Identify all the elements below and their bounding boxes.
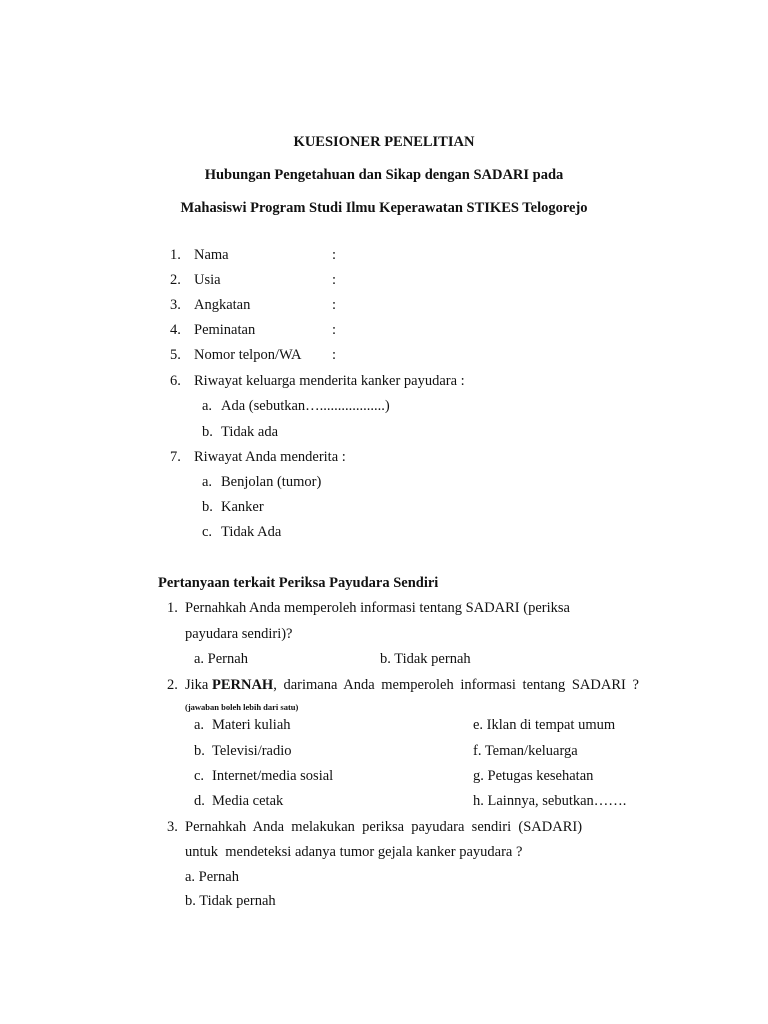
option-text: Televisi/radio xyxy=(212,743,292,759)
option-letter: a. xyxy=(194,717,205,733)
option-tidak-pernah: b. Tidak pernah xyxy=(380,651,471,667)
option-text: Benjolan (tumor) xyxy=(221,474,322,490)
question-1-line-2: payudara sendiri)? xyxy=(185,626,293,642)
item-number: 1. xyxy=(167,600,178,616)
question-3-line-2: untuk mendeteksi adanya tumor gejala kanker payudara ? xyxy=(185,844,523,860)
option-letter: c. xyxy=(202,524,213,540)
item-number: 5. xyxy=(170,347,181,363)
option-text: Ada (sebutkan…..................) xyxy=(221,398,390,414)
option-text: g. Petugas kesehatan xyxy=(473,768,594,784)
question-2-text xyxy=(185,676,639,694)
option-text: h. Lainnya, sebutkan……. xyxy=(473,793,627,809)
option-letter: a. xyxy=(202,398,213,414)
option-text: e. Iklan di tempat umum xyxy=(473,717,616,733)
item-number: 1. xyxy=(170,247,181,263)
section-heading: Pertanyaan terkait Periksa Payudara Sendiri xyxy=(158,575,439,591)
field-label-angkatan: Angkatan xyxy=(194,297,251,313)
option-tidak-pernah: b. Tidak pernah xyxy=(185,893,276,909)
option-pernah: a. Pernah xyxy=(194,651,248,667)
item-number: 6. xyxy=(170,373,181,389)
field-label-peminatan: Peminatan xyxy=(194,322,256,338)
item-number: 3. xyxy=(170,297,181,313)
item-number: 2. xyxy=(167,677,178,693)
option-pernah: a. Pernah xyxy=(185,869,239,885)
field-colon: : xyxy=(332,322,337,338)
option-text: Internet/media sosial xyxy=(212,768,334,784)
item-number: 3. xyxy=(167,819,178,835)
option-text: Kanker xyxy=(221,499,264,515)
option-text: Tidak ada xyxy=(221,424,279,440)
option-letter: c. xyxy=(194,768,205,784)
field-colon: : xyxy=(332,297,337,313)
question-7-text: Riwayat Anda menderita : xyxy=(194,449,346,465)
question-6-text: Riwayat keluarga menderita kanker payudara : xyxy=(194,373,465,389)
option-letter: b. xyxy=(202,424,213,440)
field-colon: : xyxy=(332,272,337,288)
question-2-post: , darimana Anda memperoleh informasi tentang SADARI ? xyxy=(273,677,639,693)
option-text: Materi kuliah xyxy=(212,717,291,733)
field-label-usia: Usia xyxy=(194,272,221,288)
item-number: 2. xyxy=(170,272,181,288)
option-text: Media cetak xyxy=(212,793,284,809)
option-letter: b. xyxy=(202,499,213,515)
field-label-nama: Nama xyxy=(194,247,229,263)
option-letter: d. xyxy=(194,793,205,809)
option-letter: a. xyxy=(202,474,213,490)
question-2-note: (jawaban boleh lebih dari satu) xyxy=(185,702,299,712)
subtitle-line-2: Mahasiswi Program Studi Ilmu Keperawatan STIKES Telogorejo xyxy=(180,200,588,216)
question-3-line-1: Pernahkah Anda melakukan periksa payudara sendiri (SADARI) xyxy=(185,819,583,835)
option-text: Tidak Ada xyxy=(221,524,282,540)
option-text: f. Teman/keluarga xyxy=(473,743,578,759)
question-1-line-1: Pernahkah Anda memperoleh informasi tentang SADARI (periksa xyxy=(185,600,570,616)
field-colon: : xyxy=(332,347,337,363)
page-title: KUESIONER PENELITIAN xyxy=(293,134,475,150)
item-number: 4. xyxy=(170,322,181,338)
item-number: 7. xyxy=(170,449,181,465)
option-letter: b. xyxy=(194,743,205,759)
field-colon: : xyxy=(332,247,337,263)
field-label-nomor-telpon: Nomor telpon/WA xyxy=(194,347,302,363)
question-2-emphasis: PERNAH xyxy=(211,677,274,693)
question-2-pre: Jika xyxy=(185,677,212,693)
subtitle-line-1: Hubungan Pengetahuan dan Sikap dengan SADARI pada xyxy=(204,167,564,183)
